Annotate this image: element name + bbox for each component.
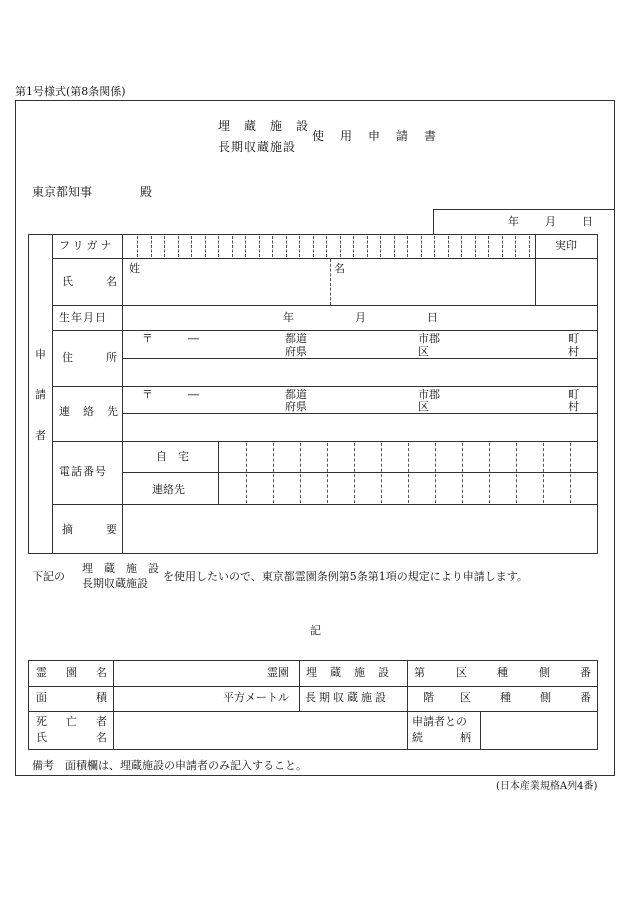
furigana-cell-divider	[299, 236, 300, 257]
furigana-cell-divider	[448, 236, 449, 257]
deceased-label-b-2: 名	[96, 731, 107, 744]
phone-home-label: 自 宅	[156, 450, 189, 463]
applicant-char-1: 申	[35, 348, 46, 361]
furigana-cell-divider	[529, 236, 530, 257]
honorific: 殿	[140, 185, 153, 199]
area-unit: 平方メートル	[223, 691, 289, 704]
burial-loc-5: 番	[580, 666, 591, 679]
long-loc-3: 種	[500, 691, 511, 704]
name-label-1: 氏	[62, 275, 73, 288]
furigana-cell-divider	[407, 236, 408, 257]
furigana-cell-divider	[313, 236, 314, 257]
furigana-cell-divider	[421, 236, 422, 257]
furigana-cell-divider	[475, 236, 476, 257]
phone-cell-divider	[408, 443, 409, 503]
address-pref-b: 府県	[285, 345, 307, 358]
furigana-cell-divider	[394, 236, 395, 257]
furigana-cell-divider	[502, 236, 503, 257]
long-loc-1: 階	[423, 691, 434, 704]
date-year[interactable]: 年	[508, 215, 519, 228]
birth-day[interactable]: 日	[427, 311, 438, 324]
furigana-cell-divider	[178, 236, 179, 257]
furigana-cell-divider	[191, 236, 192, 257]
phone-cell-divider	[489, 443, 490, 503]
contact-city-b: 区	[418, 400, 429, 413]
date-month[interactable]: 月	[545, 215, 556, 228]
surname-label: 姓	[129, 262, 140, 275]
contact-town-a: 町	[568, 388, 579, 401]
furigana-cell-divider	[151, 236, 152, 257]
contact-town-b: 村	[568, 400, 579, 413]
furigana-label: フリガナ	[59, 239, 115, 252]
phone-cell-divider	[300, 443, 301, 503]
burial-facility-label: 埋 蔵 施 設	[306, 666, 390, 679]
furigana-cell-divider	[380, 236, 381, 257]
phone-contact-label: 連絡先	[152, 483, 185, 496]
applicant-char-2: 請	[35, 388, 46, 401]
address-city-a: 市郡	[418, 332, 440, 345]
furigana-cell-divider	[137, 236, 138, 257]
furigana-cell-divider	[461, 236, 462, 257]
furigana-cell-divider	[259, 236, 260, 257]
furigana-cell-divider	[218, 236, 219, 257]
name-label-2: 名	[106, 275, 117, 288]
deceased-label-a-2: 亡	[66, 715, 77, 728]
phone-cell-divider	[354, 443, 355, 503]
address-label-2: 所	[106, 351, 117, 364]
address-town-a: 町	[568, 332, 579, 345]
contact-pref-b: 府県	[285, 400, 307, 413]
note: 備考 面積欄は、埋蔵施設の申請者のみ記入すること。	[32, 759, 307, 772]
contact-pref-a: 都道	[285, 388, 307, 401]
furigana-cell-divider	[245, 236, 246, 257]
area-label-1: 面	[36, 691, 47, 704]
phone-cell-divider	[381, 443, 382, 503]
seal-label: 実印	[555, 239, 577, 252]
furigana-cell-divider	[326, 236, 327, 257]
deceased-label-b-1: 氏	[36, 731, 47, 744]
furigana-cell-divider	[232, 236, 233, 257]
birth-label: 生年月日	[59, 311, 107, 324]
remarks-label-2: 要	[106, 523, 117, 536]
address-town-b: 村	[568, 345, 579, 358]
furigana-cell-divider	[340, 236, 341, 257]
long-loc-4: 側	[540, 691, 551, 704]
title-option-burial: 埋 蔵 施 設	[218, 119, 310, 133]
given-name-label: 名	[334, 262, 345, 275]
address-city-b: 区	[418, 345, 429, 358]
sentence-option-burial: 埋 蔵 施 設	[82, 562, 159, 575]
burial-loc-3: 種	[497, 666, 508, 679]
birth-month[interactable]: 月	[355, 311, 366, 324]
sentence-body: を使用したいので、東京都霊園条例第5条第1項の規定により申請します。	[163, 570, 528, 583]
applicant-char-3: 者	[35, 429, 46, 442]
furigana-cell-divider	[164, 236, 165, 257]
furigana-cell-divider	[367, 236, 368, 257]
furigana-cell-divider	[353, 236, 354, 257]
deceased-label-a-1: 死	[36, 715, 47, 728]
long-loc-5: 番	[580, 691, 591, 704]
furigana-cell-divider	[515, 236, 516, 257]
phone-cell-divider	[516, 443, 517, 503]
area-label-2: 積	[96, 691, 107, 704]
addressee: 東京都知事	[32, 185, 93, 199]
furigana-cell-divider	[488, 236, 489, 257]
postal-dash: ―	[188, 332, 199, 345]
phone-cell-divider	[273, 443, 274, 503]
relation-label-a: 申請者との	[412, 715, 467, 728]
relation-label-b-2: 柄	[460, 731, 471, 744]
burial-loc-2: 区	[456, 666, 467, 679]
cemetery-label-1: 霊	[36, 666, 47, 679]
relation-label-b-1: 続	[412, 731, 423, 744]
title-option-long: 長期収蔵施設	[218, 140, 297, 154]
ki-label: 記	[310, 624, 321, 637]
birth-year[interactable]: 年	[283, 311, 294, 324]
phone-cell-divider	[570, 443, 571, 503]
cemetery-suffix: 霊園	[267, 666, 289, 679]
phone-cell-divider	[435, 443, 436, 503]
burial-loc-1: 第	[414, 666, 425, 679]
contact-postal-mark: 〒	[142, 388, 153, 401]
date-day[interactable]: 日	[582, 215, 593, 228]
phone-label: 電話番号	[59, 465, 107, 478]
cemetery-label-2: 園	[66, 666, 77, 679]
contact-city-a: 市郡	[418, 388, 440, 401]
phone-cell-divider	[462, 443, 463, 503]
remarks-label-1: 摘	[62, 523, 73, 536]
name-divider	[330, 259, 331, 305]
phone-cell-divider	[327, 443, 328, 503]
burial-loc-4: 側	[539, 666, 550, 679]
long-facility-label: 長期収蔵施設	[305, 691, 389, 704]
applicant-table-top	[28, 234, 598, 235]
footer-standard: (日本産業規格A列4番)	[496, 781, 598, 792]
form-code: 第1号様式(第8条関係)	[15, 85, 126, 98]
sentence-prefix: 下記の	[32, 570, 65, 583]
furigana-cell-divider	[272, 236, 273, 257]
postal-mark: 〒	[142, 332, 153, 345]
sentence-option-long: 長期収蔵施設	[82, 577, 148, 590]
phone-cell-divider	[246, 443, 247, 503]
address-pref-a: 都道	[285, 332, 307, 345]
form-title: 使 用 申 請 書	[312, 129, 439, 143]
long-loc-2: 区	[460, 691, 471, 704]
furigana-cell-divider	[205, 236, 206, 257]
address-label-1: 住	[62, 351, 73, 364]
furigana-cell-divider	[286, 236, 287, 257]
contact-label: 連 絡 先	[59, 405, 119, 418]
cemetery-label-3: 名	[96, 666, 107, 679]
phone-cell-divider	[543, 443, 544, 503]
furigana-cell-divider	[434, 236, 435, 257]
deceased-label-a-3: 者	[96, 715, 107, 728]
contact-postal-dash: ―	[188, 388, 199, 401]
